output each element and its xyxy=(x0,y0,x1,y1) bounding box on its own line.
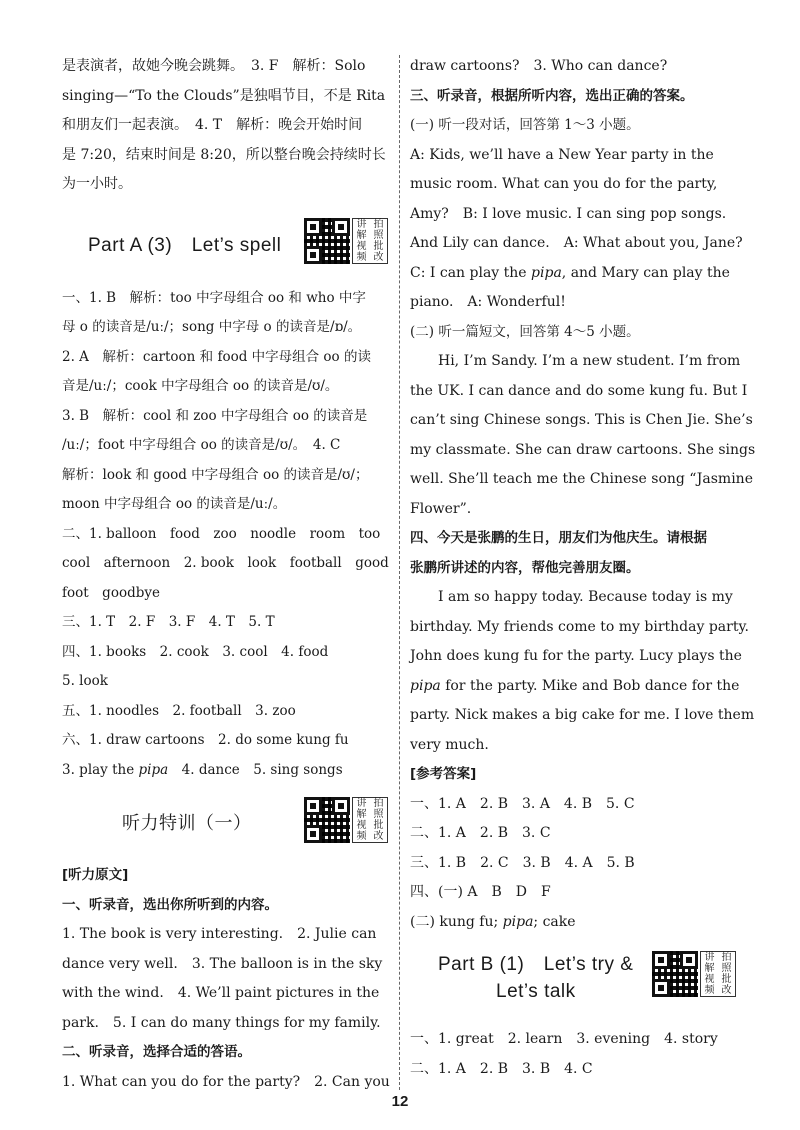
question-heading: 张鹏所讲述的内容，帮他完善朋友圈。 xyxy=(410,559,640,576)
answer-line: 二、1. balloon food zoo noodle room too xyxy=(62,525,381,542)
answer-line: 二、1. A 2. B 3. B 4. C xyxy=(410,1060,593,1077)
passage-line: John does kung fu for the party. Lucy plays the xyxy=(410,648,742,664)
italic-word: pipa xyxy=(410,677,441,694)
passage xyxy=(410,347,756,524)
text-line: 是表演者，故她今晚会跳舞。 3. F 解析：Solo xyxy=(62,58,366,74)
question-heading: 四、今天是张鹏的生日，朋友们为他庆生。请根据 xyxy=(410,530,707,546)
text-line: 和朋友们一起表演。 4. T 解析：晚会开始时间 xyxy=(62,117,363,133)
text-line: 是 7:20，结束时间是 8:20，所以整台晚会持续时长 xyxy=(62,146,386,163)
text-line: 为一小时。 xyxy=(62,176,132,192)
qr-label: 讲 拍 解 照 视 批 频 改 xyxy=(700,951,736,997)
passage-line: pipa for the party. Mike and Bob dance for the xyxy=(410,677,740,694)
qr-icon xyxy=(304,218,350,264)
intro-block xyxy=(62,52,392,200)
answer-line: 五、1. noodles 2. football 3. zoo xyxy=(62,702,296,719)
script-line: 1. What can you do for the party? 2. Can you xyxy=(62,1073,390,1090)
answer-line: 3. B 解析：cool 和 zoo 中字母组合 oo 的读音是 xyxy=(62,407,368,424)
left-column xyxy=(62,52,392,1097)
right-column xyxy=(410,52,756,1084)
qr-label: 讲 拍 解 照 视 批 频 改 xyxy=(352,218,388,264)
answer-line: 音是/uː/；cook 中字母组合 oo 的读音是/ʊ/。 xyxy=(62,378,339,394)
dialogue xyxy=(410,141,743,318)
answer-line: foot goodbye xyxy=(62,584,160,601)
question-heading: 三、听录音，根据所听内容，选出正确的答案。 xyxy=(410,87,694,104)
script-line: draw cartoons? 3. Who can dance? xyxy=(410,58,668,74)
answer-line: 3. play the pipa 4. dance 5. sing songs xyxy=(62,761,343,778)
answer-line: 二、1. A 2. B 3. C xyxy=(410,825,551,841)
script-line: dance very well. 3. The balloon is in the sky xyxy=(62,955,383,972)
reference-answers xyxy=(410,790,738,938)
section-title: 听力特训（一） xyxy=(122,813,252,834)
script-header: [听力原文] xyxy=(62,867,129,883)
section-part-a3-header xyxy=(62,200,392,284)
italic-word: pipa xyxy=(138,761,169,778)
passage-line: my classmate. She can draw cartoons. She sings xyxy=(410,441,756,458)
qr-label: 讲 拍 解 照 视 批 频 改 xyxy=(352,797,388,843)
dialogue-line: music room. What can you do for the party, xyxy=(410,176,718,192)
page-number: 12 xyxy=(391,1093,409,1110)
passage-line: well. She’ll teach me the Chinese song “Jasmine xyxy=(410,471,753,487)
answer-line: 三、1. T 2. F 3. F 4. T 5. T xyxy=(62,614,275,630)
answer-line: 5. look xyxy=(62,673,108,689)
listening-script xyxy=(62,861,392,1097)
script-line: with the wind. 4. We’ll paint pictures in the xyxy=(62,985,380,1001)
dialogue-line: And Lily can dance. A: What about you, Jane? xyxy=(410,235,743,251)
answer-line: 四、(一) A B D F xyxy=(410,884,551,900)
sub-heading: (二) 听一篇短文，回答第 4～5 小题。 xyxy=(410,323,640,340)
answer-line: 解析：look 和 good 中字母组合 oo 的读音是/ʊ/； xyxy=(62,466,369,483)
dialogue-line: piano. A: Wonderful! xyxy=(410,294,566,310)
answer-line: (二) kung fu; pipa; cake xyxy=(410,913,576,930)
qr-code[interactable] xyxy=(304,797,388,843)
script-line: 1. The book is very interesting. 2. Julie can xyxy=(62,926,377,942)
answers-header: [参考答案] xyxy=(410,766,477,782)
section-title: Part B (1) Let’s try & xyxy=(438,954,634,975)
answer-line: 四、1. books 2. cook 3. cool 4. food xyxy=(62,643,329,660)
qr-code[interactable] xyxy=(652,951,736,997)
italic-word: pipa xyxy=(502,913,534,930)
script-line: park. 5. I can do many things for my family. xyxy=(62,1014,381,1031)
passage-line: birthday. My friends come to my birthday party. xyxy=(410,618,749,635)
dialogue-line: A: Kids, we’ll have a New Year party in the xyxy=(410,146,714,163)
answer-line: 一、1. B 解析：too 中字母组合 oo 和 who 中字 xyxy=(62,289,366,306)
section-listening-header xyxy=(62,785,392,861)
section-title: Part A (3) Let’s spell xyxy=(88,234,282,256)
qr-icon xyxy=(304,797,350,843)
section-part-b1-header xyxy=(410,937,738,1025)
question-heading: 一、听录音，选出你所听到的内容。 xyxy=(62,896,278,913)
section-part-a3-answers xyxy=(62,284,392,786)
passage-line: very much. xyxy=(410,736,489,753)
section-title: Let’s talk xyxy=(496,981,576,1002)
question-heading: 二、听录音，选择合适的答语。 xyxy=(62,1044,251,1060)
passage-line: Hi, I’m Sandy. I’m a new student. I’m from xyxy=(438,353,741,369)
dialogue-line: Amy? B: I love music. I can sing pop songs. xyxy=(410,205,727,222)
answer-line: 一、1. great 2. learn 3. evening 4. story xyxy=(410,1031,718,1047)
birthday-passage xyxy=(410,583,755,760)
sub-heading: (一) 听一段对话，回答第 1～3 小题。 xyxy=(410,117,640,133)
italic-word: pipa xyxy=(531,264,562,281)
passage-line: Flower”. xyxy=(410,500,472,517)
dialogue-line: C: I can play the pipa, and Mary can play the xyxy=(410,264,730,281)
answer-line: 母 o 的读音是/uː/；song 中字母 o 的读音是/ɒ/。 xyxy=(62,319,362,335)
answer-line: 2. A 解析：cartoon 和 food 中字母组合 oo 的读 xyxy=(62,348,371,365)
answer-line: 三、1. B 2. C 3. B 4. A 5. B xyxy=(410,854,635,871)
qr-icon xyxy=(652,951,698,997)
answer-line: /uː/；foot 中字母组合 oo 的读音是/ʊ/。 4. C xyxy=(62,437,341,453)
answer-line: 一、1. A 2. B 3. A 4. B 5. C xyxy=(410,795,635,812)
column-divider xyxy=(399,55,400,1090)
answer-line: moon 中字母组合 oo 的读音是/uː/。 xyxy=(62,496,287,512)
answer-line: 六、1. draw cartoons 2. do some kung fu xyxy=(62,732,349,748)
passage-line: party. Nick makes a big cake for me. I love them xyxy=(410,707,755,723)
passage-line: I am so happy today. Because today is my xyxy=(438,589,733,605)
answer-line: cool afternoon 2. book look football good xyxy=(62,555,389,571)
qr-code[interactable] xyxy=(304,218,388,264)
passage-line: can’t sing Chinese songs. This is Chen Jie. She’s xyxy=(410,412,753,428)
text-line: singing—“To the Clouds”是独唱节目，不是 Rita xyxy=(62,87,386,104)
passage-line: the UK. I can dance and do some kung fu. But I xyxy=(410,382,748,399)
